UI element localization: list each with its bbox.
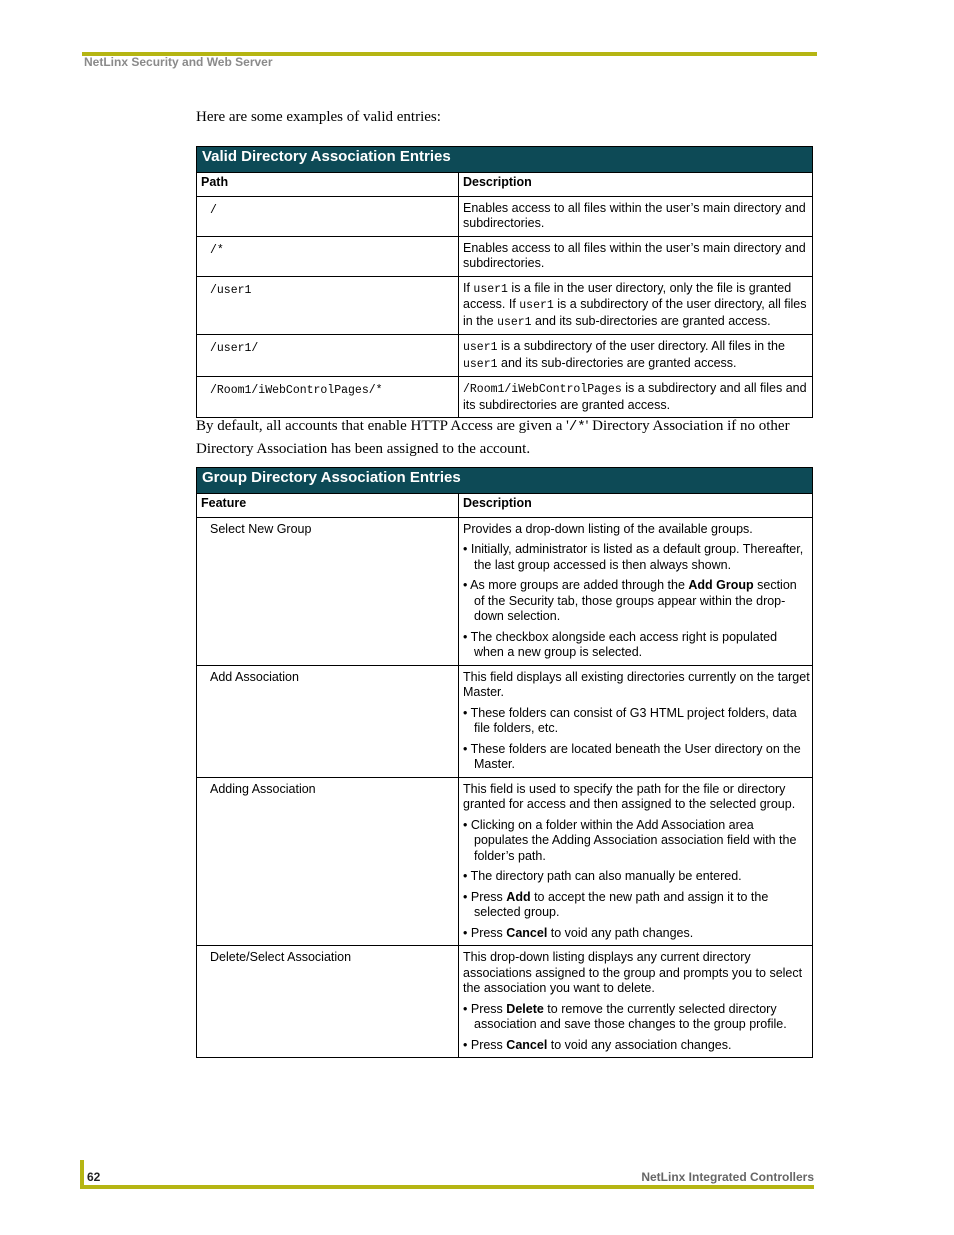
code-text: user1 bbox=[473, 282, 508, 296]
bullet-item: • These folders can consist of G3 HTML project folders, data file folders, etc. bbox=[463, 705, 797, 735]
table-row bbox=[197, 236, 813, 276]
bullet-item: • Clicking on a folder within the Add Association area populates the Adding Association association field with the folder’s path. bbox=[463, 817, 797, 863]
bullet-text: section of the Security tab, those groups appear within the drop-down selection. bbox=[474, 578, 797, 623]
bullet-text: to void any association changes. bbox=[547, 1037, 732, 1052]
column-header-description: Description bbox=[459, 173, 813, 197]
description-text: is a file in the user directory, only the file is granted access. If bbox=[463, 280, 792, 311]
bullet-text: The checkbox alongside each access right is populated when a new group is selected. bbox=[470, 629, 778, 659]
column-header-path: Path bbox=[197, 173, 459, 197]
paragraph-text: By default, all accounts that enable HTTP Access are given a ' bbox=[196, 418, 569, 434]
bullet-text: Clicking on a folder within the Add Association area populates the Adding Association association field with the folder’s path. bbox=[470, 817, 797, 863]
code-text: user1 bbox=[463, 357, 498, 371]
bullet-text: to void any path changes. bbox=[547, 925, 694, 940]
path-cell: /Room1/iWebControlPages/* bbox=[197, 377, 459, 418]
column-header-description: Description bbox=[459, 494, 813, 518]
bullet-text: Press bbox=[470, 889, 507, 904]
footer-title: NetLinx Integrated Controllers bbox=[641, 1170, 814, 1184]
bullet-item: • These folders are located beneath the User directory on the Master. bbox=[463, 741, 801, 771]
description-cell bbox=[459, 377, 813, 418]
description-text: and its sub-directories are granted access. bbox=[497, 355, 737, 370]
description-text: Enables access to all files within the user’s main directory and subdirectories. bbox=[463, 240, 806, 270]
bullet-item: • Press Delete to remove the currently selected directory association and save those changes to the group profile. bbox=[463, 1001, 787, 1031]
path-cell: /user1/ bbox=[197, 335, 459, 377]
table-row bbox=[197, 335, 813, 377]
bullet-item: • The checkbox alongside each access right is populated when a new group is selected. bbox=[463, 629, 778, 659]
feature-cell: Select New Group bbox=[197, 517, 459, 665]
bullet-item: • Press Add to accept the new path and assign it to the selected group. bbox=[463, 889, 769, 919]
bullet-item: • The directory path can also manually be entered. bbox=[463, 869, 742, 883]
table-row bbox=[197, 377, 813, 418]
table-row bbox=[197, 946, 813, 1058]
description-text: is a subdirectory and all files and its subdirectories are granted access. bbox=[463, 381, 807, 412]
paragraph-text: ' Directory Association if no other Directory Association has been assigned to the account. bbox=[196, 418, 790, 457]
valid-directory-table bbox=[196, 146, 813, 418]
table-row bbox=[197, 276, 813, 335]
description-text: is a subdirectory of the user directory. All files in the bbox=[497, 339, 785, 353]
bullet-text: These folders are located beneath the User directory on the Master. bbox=[470, 741, 801, 771]
feature-cell: Delete/Select Association bbox=[197, 946, 459, 1058]
description-text: is a subdirectory of the user directory, all files in the bbox=[463, 297, 807, 328]
description-cell bbox=[459, 335, 813, 377]
running-header: NetLinx Security and Web Server bbox=[84, 55, 273, 69]
description-text: and its sub-directories are granted access. bbox=[531, 313, 771, 328]
bullet-item: • As more groups are added through the Add Group section of the Security tab, those groups appear within the drop-down selection. bbox=[463, 578, 797, 623]
table-title: Valid Directory Association Entries bbox=[197, 147, 813, 173]
feature-cell: Add Association bbox=[197, 665, 459, 777]
table-row bbox=[197, 665, 813, 777]
bullet-bold-text: Cancel bbox=[506, 925, 548, 940]
column-header-feature: Feature bbox=[197, 494, 459, 518]
code-text: /* bbox=[568, 419, 586, 435]
description-lead: This drop-down listing displays any current directory associations assigned to the group and prompts you to select the association you want to delete. bbox=[463, 950, 803, 995]
bullet-item: • Press Cancel to void any association changes. bbox=[463, 1037, 732, 1052]
description-lead: This field displays all existing directories currently on the target Master. bbox=[463, 669, 810, 699]
code-text: user1 bbox=[497, 315, 532, 329]
code-text: user1 bbox=[519, 299, 554, 312]
footer-rule bbox=[80, 1185, 814, 1189]
code-text: user1 bbox=[463, 341, 498, 354]
bullet-text: to accept the new path and assign it to the selected group. bbox=[474, 889, 769, 919]
table-title: Group Directory Association Entries bbox=[197, 468, 813, 494]
description-text: Enables access to all files within the user’s main directory and subdirectories. bbox=[463, 200, 806, 230]
path-cell: /* bbox=[197, 236, 459, 276]
page-number: 62 bbox=[87, 1170, 101, 1184]
table-row bbox=[197, 517, 813, 665]
description-lead: This field is used to specify the path for the file or directory granted for access and then assigned to the selected group. bbox=[463, 781, 796, 811]
group-directory-table bbox=[196, 467, 813, 1058]
intro-paragraph: Here are some examples of valid entries: bbox=[196, 109, 441, 125]
table-row bbox=[197, 196, 813, 236]
bullet-bold-text: Add bbox=[506, 889, 531, 904]
description-lead: Provides a drop-down listing of the available groups. bbox=[463, 521, 753, 536]
bullet-text: Press bbox=[470, 1001, 507, 1016]
default-association-paragraph bbox=[196, 415, 814, 460]
table-row bbox=[197, 777, 813, 946]
path-cell: / bbox=[197, 196, 459, 236]
feature-cell: Adding Association bbox=[197, 777, 459, 946]
bullet-bold-text: Delete bbox=[506, 1001, 544, 1016]
description-cell bbox=[459, 236, 813, 276]
code-text: /Room1/iWebControlPages bbox=[463, 383, 622, 396]
description-cell bbox=[459, 665, 813, 777]
bullet-bold-text: Cancel bbox=[506, 1037, 548, 1052]
path-cell: /user1 bbox=[197, 276, 459, 335]
description-cell bbox=[459, 276, 813, 335]
description-cell bbox=[459, 777, 813, 946]
description-cell bbox=[459, 946, 813, 1058]
description-text: If bbox=[463, 280, 474, 295]
bullet-item: • Initially, administrator is listed as a default group. Thereafter, the last group accessed is then always shown. bbox=[463, 542, 804, 572]
bullet-text: The directory path can also manually be entered. bbox=[470, 869, 742, 883]
bullet-text: Press bbox=[470, 1037, 507, 1052]
bullet-text: Press bbox=[470, 925, 507, 940]
bullet-text: As more groups are added through the bbox=[470, 578, 689, 592]
bullet-item: • Press Cancel to void any path changes. bbox=[463, 925, 694, 940]
description-cell bbox=[459, 517, 813, 665]
bullet-text: These folders can consist of G3 HTML project folders, data file folders, etc. bbox=[470, 705, 797, 735]
bullet-text: to remove the currently selected directory association and save those changes to the group profile. bbox=[474, 1001, 787, 1031]
bullet-bold-text: Add Group bbox=[688, 578, 754, 592]
description-cell bbox=[459, 196, 813, 236]
bullet-text: Initially, administrator is listed as a default group. Thereafter, the last group accessed is then always shown. bbox=[470, 542, 804, 572]
